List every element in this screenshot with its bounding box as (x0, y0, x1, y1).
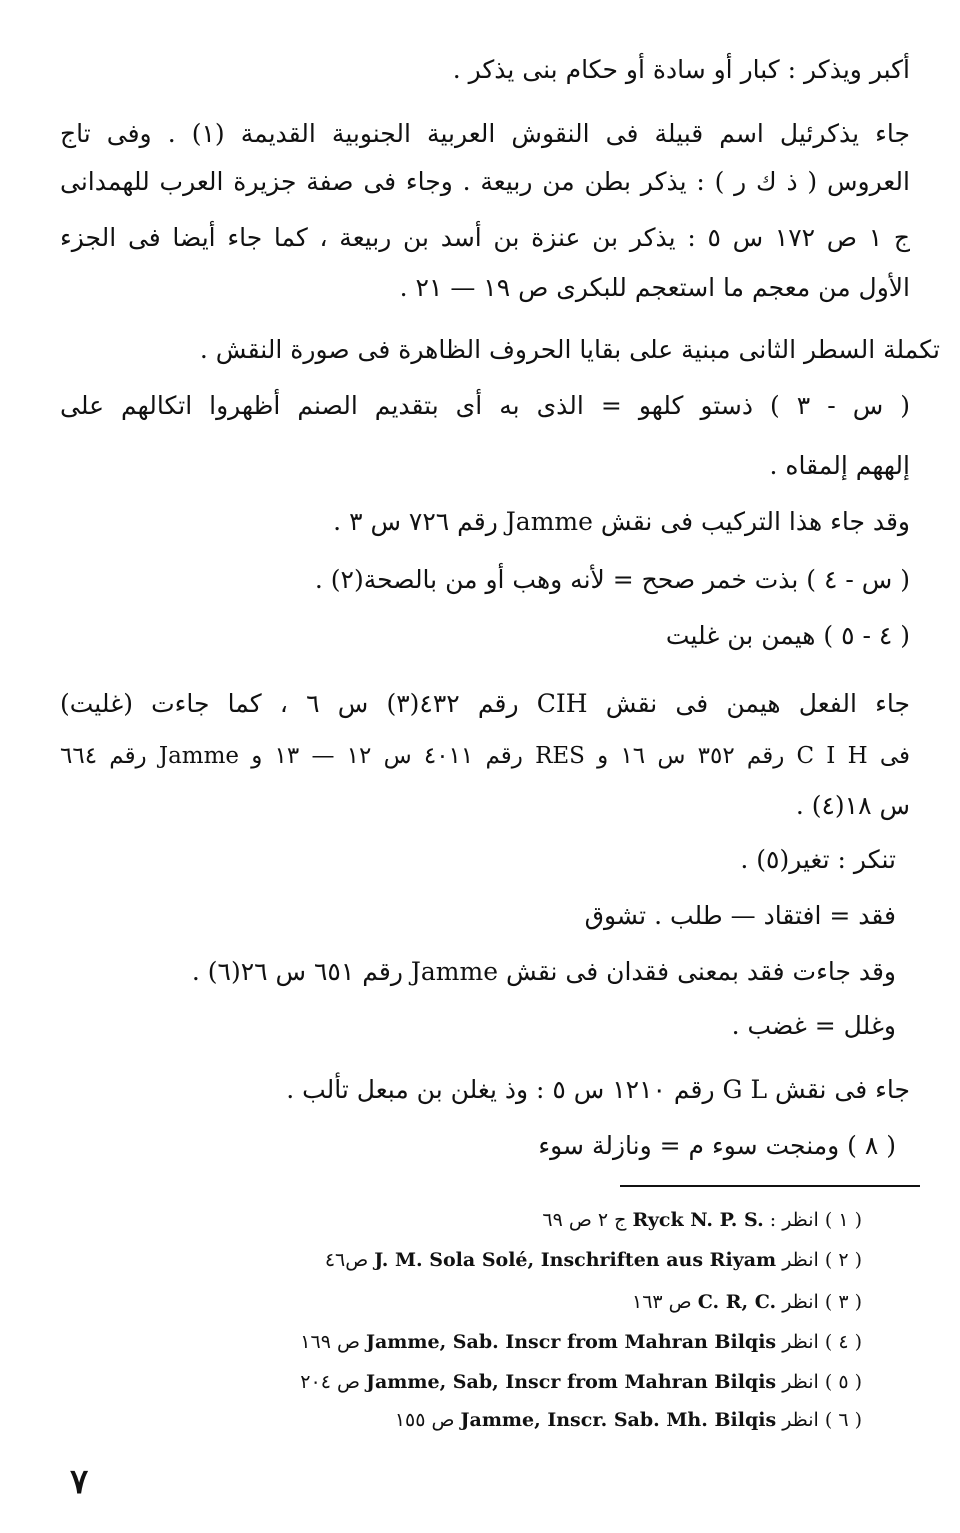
text-line: ( س - ٤ ) بذت خمر صحح = لأنه وهب أو من بالصحة(٢) . (314, 565, 910, 594)
text-line: فى C I H رقم ٣٥٢ س ١٦ و RES رقم ٤٠١١ س ١٢ — ١٣ و Jamme رقم ٦٦٤ (60, 743, 911, 769)
text-line: فقد = افتقاد — طلب . تشوق (584, 901, 896, 930)
footnote-source: Jamme, Sab, Inscr from Mahran Bilqis (365, 1371, 777, 1393)
footnote-number: ( ٤ ) (824, 1331, 862, 1353)
text-line: ( ٤ - ٥ ) هيمن بن غليت (665, 621, 910, 650)
text-line: وغلل = غضب . (731, 1011, 896, 1040)
footnote-ref: ج ٢ ص ٦٩ (542, 1209, 627, 1231)
text-line: الأول من معجم ما استعجم للبكرى ص ١٩ — ٢١ . (399, 273, 910, 302)
text-line: س ١٨(٤) . (795, 791, 910, 820)
text-line: ج ١ ص ١٧٢ س ٥ : يذكر بن عنزة بن أسد بن ربيعة ، كما جاء أيضا فى الجزء (60, 223, 910, 252)
footnote-item (395, 1406, 862, 1434)
footnote-label: انظر (782, 1331, 819, 1353)
footnote-divider (620, 1185, 920, 1187)
footnote-source: Ryck N. P. S. (632, 1209, 764, 1231)
text-line: وقد جاءت فقد بمعنى فقدان فى نقش Jamme رقم ٦٥١ س ٢٦(٦) . (191, 957, 896, 986)
footnote-item (632, 1288, 862, 1316)
text-line: وقد جاء هذا التركيب فى نقش Jamme رقم ٧٢٦ س ٣ . (333, 507, 910, 536)
footnote-label: انظر (782, 1249, 819, 1271)
footnote-ref: ص ١٦٩ (300, 1331, 360, 1353)
footnote-source: C. R, C. (697, 1291, 777, 1313)
footnote-item (300, 1368, 862, 1396)
footnote-ref: ص ٢٠٤ (300, 1371, 360, 1393)
text-line: جاء الفعل هيمن فى نقش CIH رقم ٤٣٢(٣) س ٦ ، كما جاءت (غليت) (60, 689, 911, 718)
footnote-source: Jamme, Inscr. Sab. Mh. Bilqis (460, 1409, 777, 1431)
footnote-label: انظر (782, 1291, 819, 1313)
text-line: أكبر ويذكر : كبار أو سادة أو حكام بنى يذكر . (452, 55, 910, 84)
text-line: تكملة السطر الثانى مبنية على بقايا الحروف الظاهرة فى صورة النقش . (199, 335, 940, 364)
footnote-label: انظر (782, 1371, 819, 1393)
footnote-item (325, 1246, 862, 1274)
text-line: العروس ( ذ ك ر ) : يذكر بطن من ربيعة . وجاء فى صفة جزيرة العرب للهمدانى (60, 167, 910, 196)
footnote-ref: ص ١٥٥ (394, 1409, 455, 1431)
footnote-source: J. M. Sola Solé, Inschriften aus Riyam (374, 1249, 777, 1271)
text-line: ( ٨ ) ومنجت سوء م = ونازلة سوء (538, 1131, 896, 1160)
footnote-item (300, 1328, 862, 1356)
text-line: إلههم إلمقاه . (769, 451, 910, 480)
footnote-number: ( ٣ ) (824, 1291, 862, 1313)
text-line: جاء يذكرئيل اسم قبيلة فى النقوش العربية الجنوبية القديمة (١) . وفى تاج (60, 119, 910, 148)
footnote-number: ( ١ ) (824, 1209, 862, 1231)
footnote-item (542, 1206, 862, 1234)
footnote-source: Jamme, Sab. Inscr from Mahran Bilqis (365, 1331, 777, 1353)
footnote-number: ( ٢ ) (824, 1249, 862, 1271)
text-line: تنكر : تغير(٥) . (740, 845, 896, 874)
text-line: جاء فى نقش G L رقم ١٢١٠ س ٥ : وذ يغلن بن مبعل تألب . (286, 1075, 910, 1104)
footnote-ref: ص ١٦٣ (632, 1291, 692, 1313)
footnote-label: انظر : (769, 1209, 819, 1231)
footnote-ref: ص٤٦ (324, 1249, 369, 1271)
page-number: ٧ (70, 1462, 89, 1502)
footnote-label: انظر (782, 1409, 819, 1431)
footnote-number: ( ٥ ) (824, 1371, 862, 1393)
text-line: ( س - ٣ ) ذستو كلهو = الذى به أى بتقديم الصنم أظهروا اتكالهم على (60, 391, 910, 420)
footnote-number: ( ٦ ) (824, 1409, 862, 1431)
